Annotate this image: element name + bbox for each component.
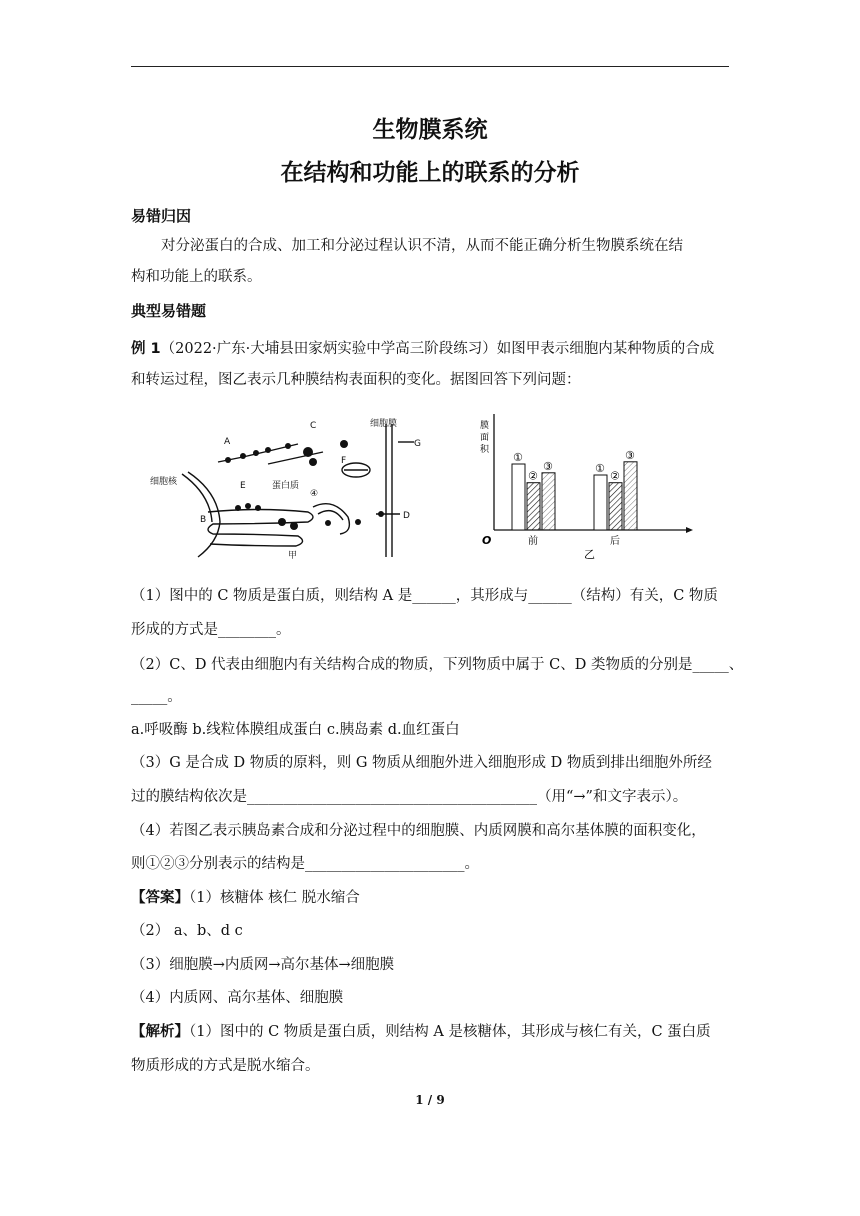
golgi <box>313 504 349 534</box>
q3-line2: 过的膜结构依次是________________________________________（用“→”和文字表示）。 <box>131 789 688 805</box>
y-axis-label-1: 膜 <box>480 421 490 431</box>
analysis-line1 <box>131 1022 729 1042</box>
example-label: 例 1 <box>131 341 161 357</box>
q1-line1: （1）图中的 C 物质是蛋白质，则结构 A 是______，其形成与______（结构）有关，C 物质 <box>131 588 718 604</box>
example-line2: 和转运过程，图乙表示几种膜结构表面积的变化。据图回答下列问题： <box>131 372 581 388</box>
bar-label-1-2: ② <box>528 469 538 483</box>
bar-label-2-1: ① <box>595 462 605 475</box>
q2-options: a.呼吸酶 b.线粒体膜组成蛋白 c.胰岛素 d.血红蛋白 <box>131 722 460 738</box>
answer-4: （4）内质网、高尔基体、细胞膜 <box>131 990 344 1006</box>
page-number: 1 / 9 <box>415 1093 445 1107</box>
analysis-label: 【解析】 <box>131 1024 189 1040</box>
figure-jia-caption: 甲 <box>288 551 298 561</box>
q4-line1: （4）若图乙表示胰岛素合成和分泌过程中的细胞膜、内质网膜和高尔基体膜的面积变化， <box>131 823 706 839</box>
label-protein: 蛋白质 <box>272 481 300 491</box>
bar-label-1-1: ① <box>513 451 523 464</box>
cause-text-line2: 构和功能上的联系。 <box>131 269 262 285</box>
label-d: D <box>403 511 410 521</box>
bar-2-3 <box>624 462 637 530</box>
analysis-line2: 物质形成的方式是脱水缩合。 <box>131 1058 320 1074</box>
page-subtitle: 在结构和功能上的联系的分析 <box>280 160 580 186</box>
answer-line1 <box>131 888 729 908</box>
label-e: E <box>240 481 246 491</box>
nuclear-envelope-inner <box>182 474 212 522</box>
bar-label-2-3: ③ <box>625 448 635 462</box>
bar-1-2 <box>527 483 540 530</box>
page-title: 生物膜系统 <box>372 117 488 143</box>
answer-2: （2） a、b、d c <box>131 923 243 939</box>
bar-label-2-2: ② <box>610 469 620 483</box>
example-line1 <box>131 339 729 359</box>
label-c: C <box>310 421 317 431</box>
q2-line2: _____。 <box>131 689 182 705</box>
category-label-1: 前 <box>528 536 538 547</box>
analysis-text-1: （1）图中的 C 物质是蛋白质，则结构 A 是核糖体，其形成与核仁有关，C 蛋白质 <box>189 1024 711 1040</box>
label-membrane: 细胞膜 <box>370 419 398 429</box>
figure-yi-caption: 乙 <box>584 548 595 561</box>
label-b: B <box>200 515 207 525</box>
label-a: A <box>224 437 231 447</box>
bar-2-1 <box>594 475 607 530</box>
answer-1: （1）核糖体 核仁 脱水缩合 <box>189 890 360 906</box>
y-axis-label-2: 面 <box>480 433 490 443</box>
figure-yi-chart <box>476 410 696 562</box>
section-heading-typical: 典型易错题 <box>131 302 207 320</box>
label-g: G <box>414 439 421 449</box>
y-axis-label-3: 积 <box>480 445 490 455</box>
bar-2-2 <box>609 483 622 530</box>
bar-1-1 <box>512 464 525 530</box>
bar-1-3 <box>542 473 555 530</box>
header-rule <box>131 66 729 67</box>
origin-label: O <box>482 534 492 547</box>
category-label-2: 后 <box>610 536 620 547</box>
answer-label: 【答案】 <box>131 890 189 906</box>
q2-line1: （2）C、D 代表由细胞内有关结构合成的物质，下列物质中属于 C、D 类物质的分别是_____、 <box>131 657 744 673</box>
section-heading-cause: 易错归因 <box>131 207 192 225</box>
q3-line1: （3）G 是合成 D 物质的原料，则 G 物质从细胞外进入细胞形成 D 物质到排出细胞外所经 <box>131 755 712 771</box>
figure-jia <box>148 412 448 562</box>
label-nucleus: 细胞核 <box>150 477 178 487</box>
x-axis-arrow <box>686 527 693 533</box>
label-f: F <box>341 456 347 466</box>
answer-3: （3）细胞膜→内质网→高尔基体→细胞膜 <box>131 957 395 973</box>
label-four: ④ <box>310 489 319 499</box>
example-text-1: （2022·广东·大埔县田家炳实验中学高三阶段练习）如图甲表示细胞内某种物质的合成 <box>160 341 715 357</box>
cause-text-line1: 对分泌蛋白的合成、加工和分泌过程认识不清，从而不能正确分析生物膜系统在结 <box>161 238 683 254</box>
q1-line2: 形成的方式是________。 <box>131 622 291 638</box>
q4-line2: 则①②③分别表示的结构是______________________。 <box>131 856 479 872</box>
bar-label-1-3: ③ <box>543 459 553 473</box>
